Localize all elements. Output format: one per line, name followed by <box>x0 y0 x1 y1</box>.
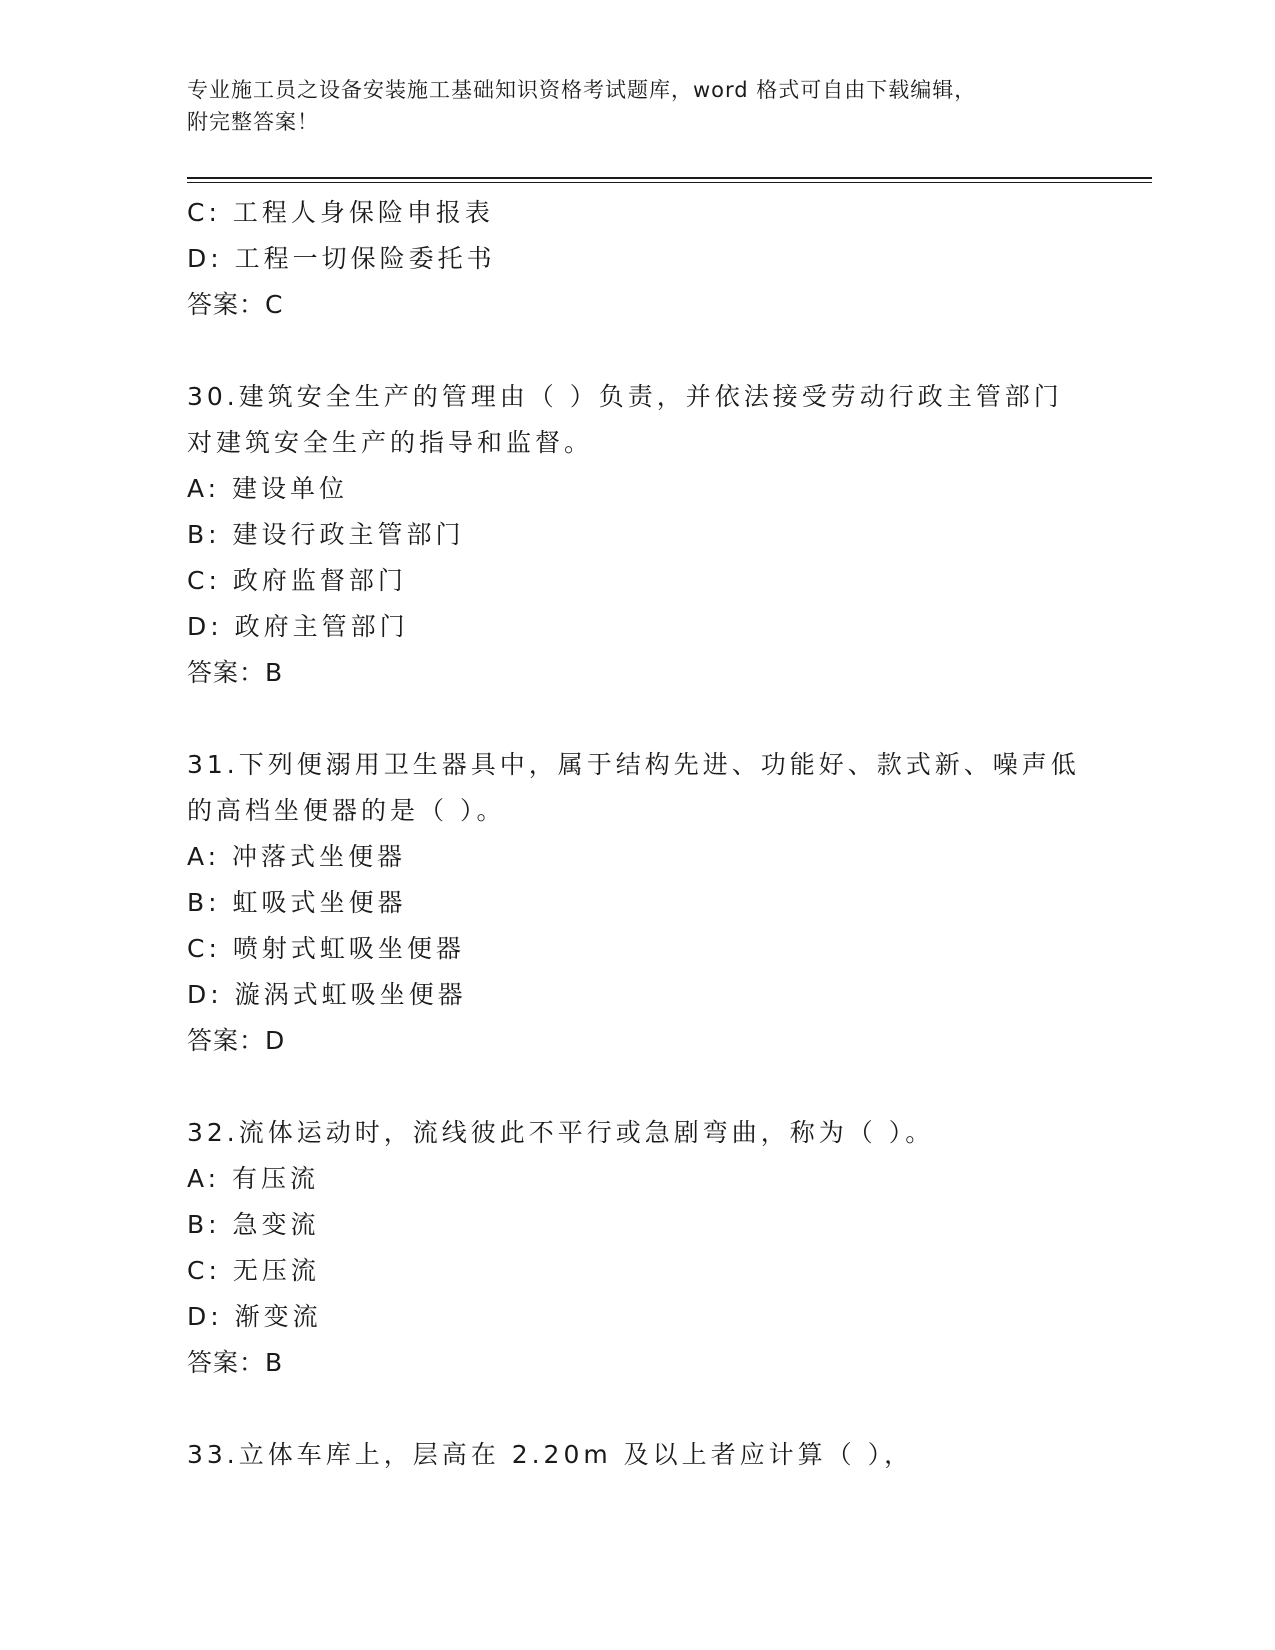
answer: 答案：B <box>187 658 284 687</box>
option-a: A: 有压流 <box>187 1164 320 1193</box>
header-line-1: 专业施工员之设备安装施工基础知识资格考试题库，word 格式可自由下载编辑， <box>187 78 977 102</box>
option-d: D: 政府主管部门 <box>187 612 409 641</box>
answer: 答案：B <box>187 1348 284 1377</box>
option-d: D: 渐变流 <box>187 1302 322 1331</box>
option-c: C: 无压流 <box>187 1256 320 1285</box>
question-33 <box>187 1432 1087 1478</box>
header-divider-thick <box>187 177 1152 179</box>
option-a: A: 建设单位 <box>187 474 349 503</box>
spacer <box>187 1064 1087 1110</box>
option-c: C: 工程人身保险申报表 <box>187 198 494 227</box>
header-divider-thin <box>187 182 1152 183</box>
spacer <box>187 696 1087 742</box>
document-header <box>187 74 1067 138</box>
spacer <box>187 1386 1087 1432</box>
question-32 <box>187 1110 1087 1386</box>
option-d: D: 漩涡式虹吸坐便器 <box>187 980 467 1009</box>
option-d: D: 工程一切保险委托书 <box>187 244 496 273</box>
option-b: B: 虹吸式坐便器 <box>187 888 407 917</box>
question-text: 33.立体车库上，层高在 2.20m 及以上者应计算（ ）， <box>187 1440 914 1469</box>
answer: 答案：D <box>187 1026 286 1055</box>
question-30 <box>187 374 1087 696</box>
option-b: B: 急变流 <box>187 1210 320 1239</box>
question-text: 32.流体运动时，流线彼此不平行或急剧弯曲，称为（ ）。 <box>187 1118 935 1147</box>
answer: 答案：C <box>187 290 284 319</box>
option-b: B: 建设行政主管部门 <box>187 520 465 549</box>
spacer <box>187 328 1087 374</box>
header-line-2: 附完整答案！ <box>187 110 319 134</box>
question-29-tail <box>187 190 1087 328</box>
option-c: C: 喷射式虹吸坐便器 <box>187 934 465 963</box>
question-list <box>187 190 1087 1478</box>
option-c: C: 政府监督部门 <box>187 566 407 595</box>
option-a: A: 冲落式坐便器 <box>187 842 407 871</box>
question-31 <box>187 742 1087 1064</box>
question-text: 30.建筑安全生产的管理由（ ）负责，并依法接受劳动行政主管部门对建筑安全生产的指导和监督。 <box>187 382 1063 457</box>
question-text: 31.下列便溺用卫生器具中，属于结构先进、功能好、款式新、噪声低的高档坐便器的是（ ）。 <box>187 750 1080 825</box>
